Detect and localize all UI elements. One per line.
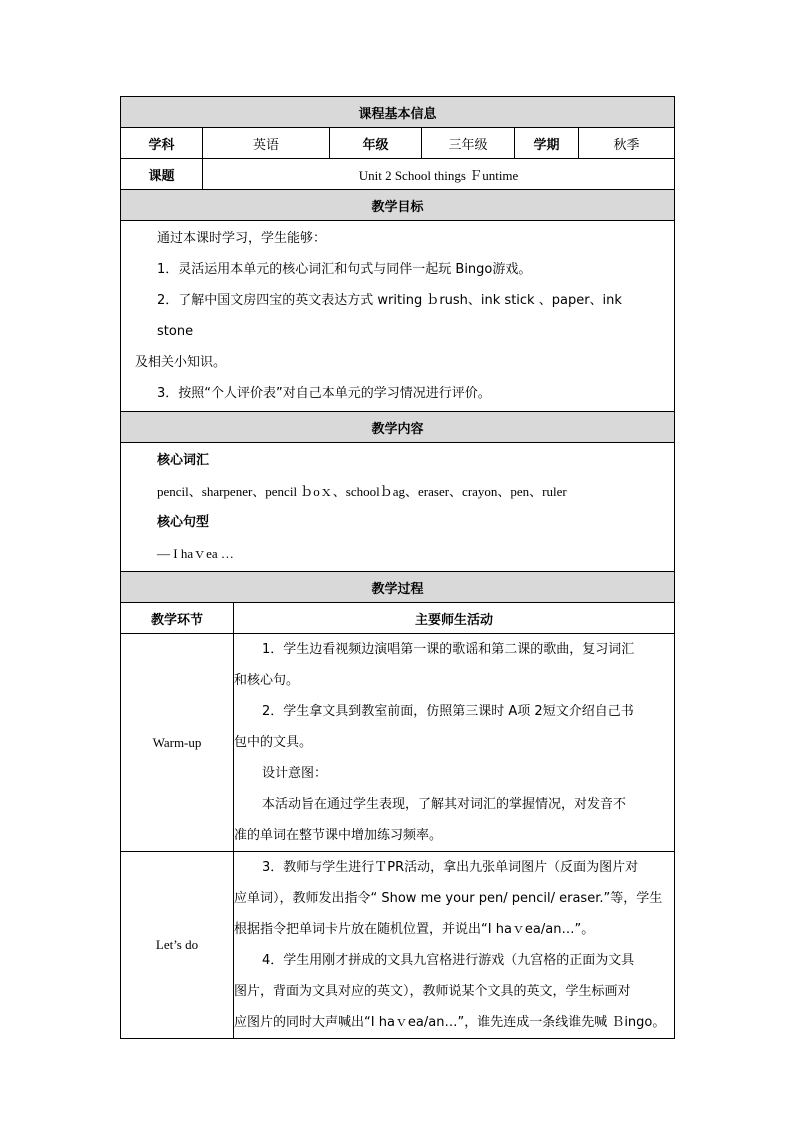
subject-value: 英语 <box>203 128 330 159</box>
stage-lets-do: Let’s do <box>121 852 234 1039</box>
process-col-stage: 教学环节 <box>121 603 234 634</box>
content-cell <box>121 443 675 572</box>
term-label: 学期 <box>515 128 579 159</box>
stage-warmup-activities <box>234 634 675 852</box>
warmup-design-text-cont: 准的单词在整节课中增加练习频率。 <box>234 828 443 843</box>
warmup-design-text: 本活动旨在通过学生表现，了解其对词汇的掌握情况，对发音不 <box>262 797 627 812</box>
vocab-title: 核心词汇 <box>157 453 210 468</box>
letsdo-activity-4-cont: 图片，背面为文具对应的英文），教师说某个文具的英文，学生标画对 <box>234 984 631 999</box>
letsdo-activity-4-cont2: 应图片的同时大声喊出“I haｖea/an…”，谁先连成一条线谁先喊 Ｂingo。 <box>234 1015 666 1030</box>
topic-label: 课题 <box>121 159 203 190</box>
process-header: 教学过程 <box>121 572 675 603</box>
goals-cell <box>121 221 675 412</box>
process-col-activity: 主要师生活动 <box>234 603 675 634</box>
warmup-activity-1-cont: 和核心句。 <box>234 673 300 688</box>
grade-value: 三年级 <box>422 128 515 159</box>
goal-1: 1．灵活运用本单元的核心词汇和句式与同伴一起玩 Bingo游戏。 <box>157 262 532 277</box>
letsdo-activity-4: 4．学生用刚才拼成的文具九宫格进行游戏（九宫格的正面为文具 <box>262 953 635 968</box>
sentence-title: 核心句型 <box>157 515 210 530</box>
vocab-list: pencil、sharpener、pencil ｂoｘ、schoolｂag、eraser、crayon、pen、ruler <box>157 484 567 499</box>
goals-header: 教学目标 <box>121 190 675 221</box>
grade-label: 年级 <box>330 128 422 159</box>
topic-value: Unit 2 School things Ｆuntime <box>203 159 675 190</box>
warmup-activity-2-cont: 包中的文具。 <box>234 735 313 750</box>
warmup-activity-2: 2．学生拿文具到教室前面，仿照第三课时 A项 2短文介绍自己书 <box>262 704 634 719</box>
goal-2-continued: 及相关小知识。 <box>135 355 227 370</box>
stage-lets-do-activities <box>234 852 675 1039</box>
letsdo-activity-3: 3．教师与学生进行ＴPR活动，拿出九张单词图片（反面为图片对 <box>262 860 639 875</box>
goal-3: 3．按照“个人评价表”对自己本单元的学习情况进行评价。 <box>157 386 491 401</box>
warmup-design-label: 设计意图： <box>262 766 328 781</box>
subject-label: 学科 <box>121 128 203 159</box>
warmup-activity-1: 1．学生边看视频边演唱第一课的歌谣和第二课的歌曲，复习词汇 <box>262 642 635 657</box>
goals-intro: 通过本课时学习，学生能够： <box>157 231 327 246</box>
content-header: 教学内容 <box>121 412 675 443</box>
sentence-pattern: — I haｖea … <box>157 546 234 561</box>
course-info-header: 课程基本信息 <box>121 97 675 128</box>
letsdo-activity-3-cont: 应单词），教师发出指令“ Show me your pen/ pencil/ eraser.”等，学生 <box>234 891 663 906</box>
letsdo-activity-3-cont2: 根据指令把单词卡片放在随机位置，并说出“I haｖea/an…”。 <box>234 922 595 937</box>
lesson-plan-table <box>120 96 675 1039</box>
term-value: 秋季 <box>579 128 675 159</box>
goal-2: 2．了解中国文房四宝的英文表达方式 writing ｂrush、ink stick 、paper、ink stone <box>157 293 622 339</box>
stage-warmup: Warm-up <box>121 634 234 852</box>
